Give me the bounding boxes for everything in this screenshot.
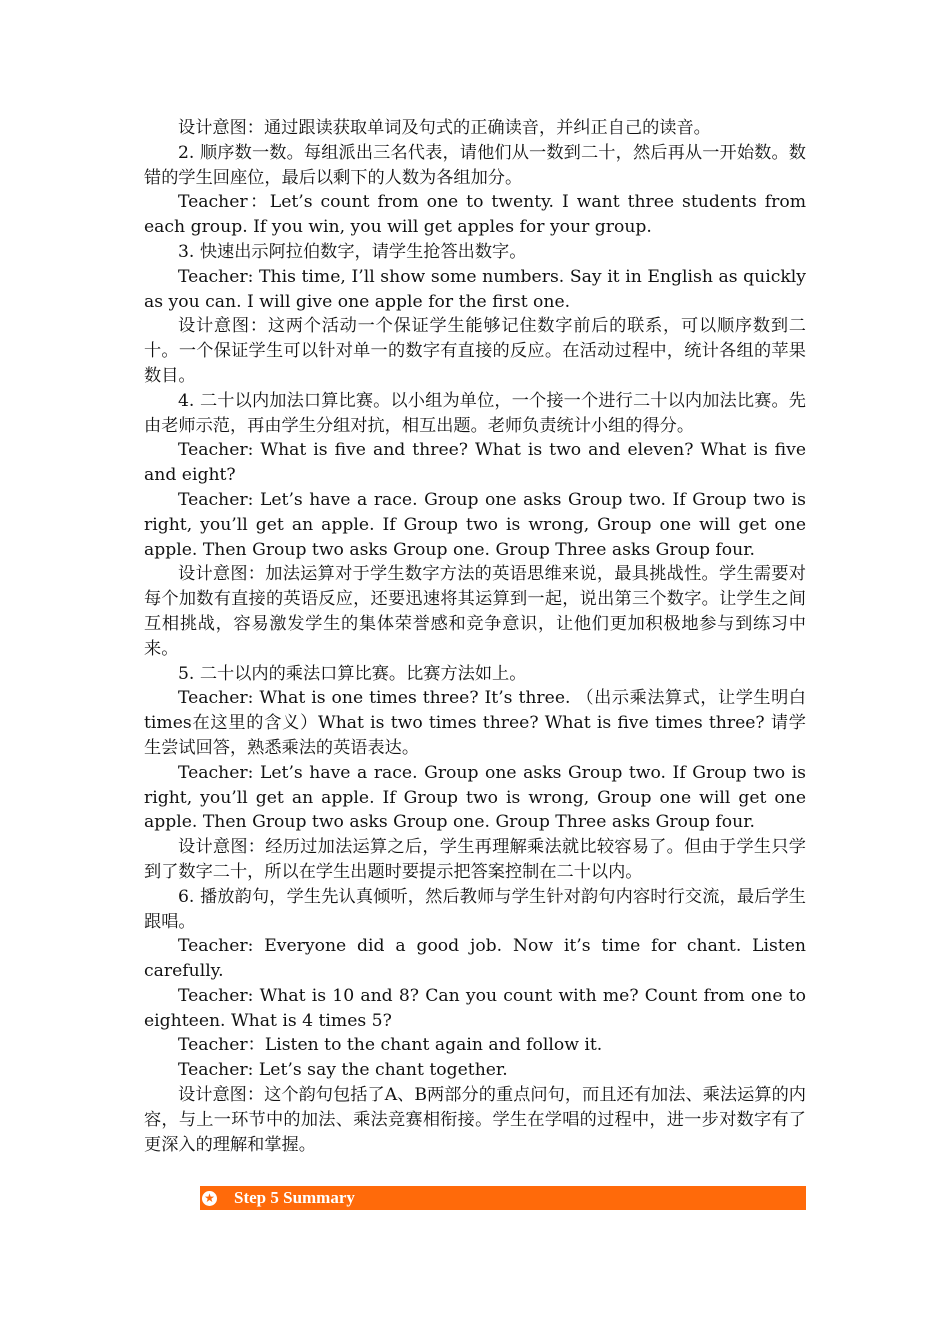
paragraph-activity-5: 5. 二十以内的乘法口算比赛。比赛方法如上。: [178, 663, 527, 684]
paragraph-teacher-race-1: Teacher: Let’s have a race. Group one asks Group two. If Group two is right, you’ll get an apple. If Group two is wrong, Group one will get one apple. Then Group two asks Group one. Group Three asks Group four.: [144, 489, 806, 560]
paragraph-activity-4: 4. 二十以内加法口算比赛。以小组为单位，一个接一个进行二十以内加法比赛。先由老师示范，再由学生分组对抗，相互出题。老师负责统计小组的得分。: [144, 390, 806, 436]
paragraph-teacher-chant: Teacher: Everyone did a good job. Now it’s time for chant. Listen carefully.: [144, 936, 806, 982]
paragraph-teacher-together: Teacher: Let’s say the chant together.: [178, 1060, 508, 1081]
paragraph-design-intent-5: 设计意图：这个韵句包括了A、B两部分的重点问句，而且还有加法、乘法运算的内容，与上一环节中的加法、乘法竞赛相衔接。学生在学唱的过程中，进一步对数字有了更深入的理解和掌握。: [144, 1085, 806, 1155]
step-banner-title: Step 5 Summary: [234, 1188, 355, 1207]
paragraph-teacher-multiplication: Teacher: What is one times three? It’s three. （出示乘法算式，让学生明白times在这里的含义）What is two times three? What is five times three? 请学生尝试回答，熟悉乘法的英语表达。: [144, 688, 806, 758]
paragraph-design-intent-1: 设计意图：通过跟读获取单词及句式的正确读音，并纠正自己的读音。: [178, 118, 711, 138]
star-icon: ★: [202, 1191, 217, 1206]
paragraph-activity-3: 3. 快速出示阿拉伯数字，请学生抢答出数字。: [178, 241, 527, 262]
step-banner: [200, 1186, 806, 1210]
paragraph-teacher-numbers: Teacher: This time, I’ll show some numbers. Say it in English as quickly as you can. I will give one apple for the first one.: [144, 266, 806, 312]
paragraph-design-intent-3: 设计意图：加法运算对于学生数字方法的英语思维来说，最具挑战性。学生需要对每个加数有直接的英语反应，还要迅速将其运算到一起，说出第三个数字。让学生之间互相挑战，容易激发学生的集体荣誉感和竞争意识，让他们更加积极地参与到练习中来。: [144, 564, 806, 659]
paragraph-teacher-addition: Teacher: What is five and three? What is two and eleven? What is five and eight?: [144, 440, 806, 486]
document-body: [144, 116, 806, 1157]
paragraph-teacher-race-2: Teacher: Let’s have a race. Group one asks Group two. If Group two is right, you’ll get an apple. If Group two is wrong, Group one will get one apple. Then Group two asks Group one. Group Three asks Group four.: [144, 762, 806, 833]
paragraph-teacher-listen: Teacher：Listen to the chant again and follow it.: [178, 1035, 603, 1056]
paragraph-teacher-count-along: Teacher: What is 10 and 8? Can you count with me? Count from one to eighteen. What is 4 times 5?: [144, 985, 806, 1031]
paragraph-activity-6: 6. 播放韵句，学生先认真倾听，然后教师与学生针对韵句内容时行交流，最后学生跟唱。: [144, 886, 806, 932]
paragraph-activity-2: 2. 顺序数一数。每组派出三名代表，请他们从一数到二十，然后再从一开始数。数错的学生回座位，最后以剩下的人数为各组加分。: [144, 142, 806, 188]
paragraph-design-intent-4: 设计意图：经历过加法运算之后，学生再理解乘法就比较容易了。但由于学生只学到了数字二十，所以在学生出题时要提示把答案控制在二十以内。: [144, 837, 806, 882]
paragraph-teacher-count: Teacher：Let’s count from one to twenty. I want three students from each group. If you win, you will get apples for your group.: [144, 192, 806, 238]
paragraph-design-intent-2: 设计意图：这两个活动一个保证学生能够记住数字前后的联系，可以顺序数到二十。一个保证学生可以针对单一的数字有直接的反应。在活动过程中，统计各组的苹果数目。: [144, 316, 806, 386]
